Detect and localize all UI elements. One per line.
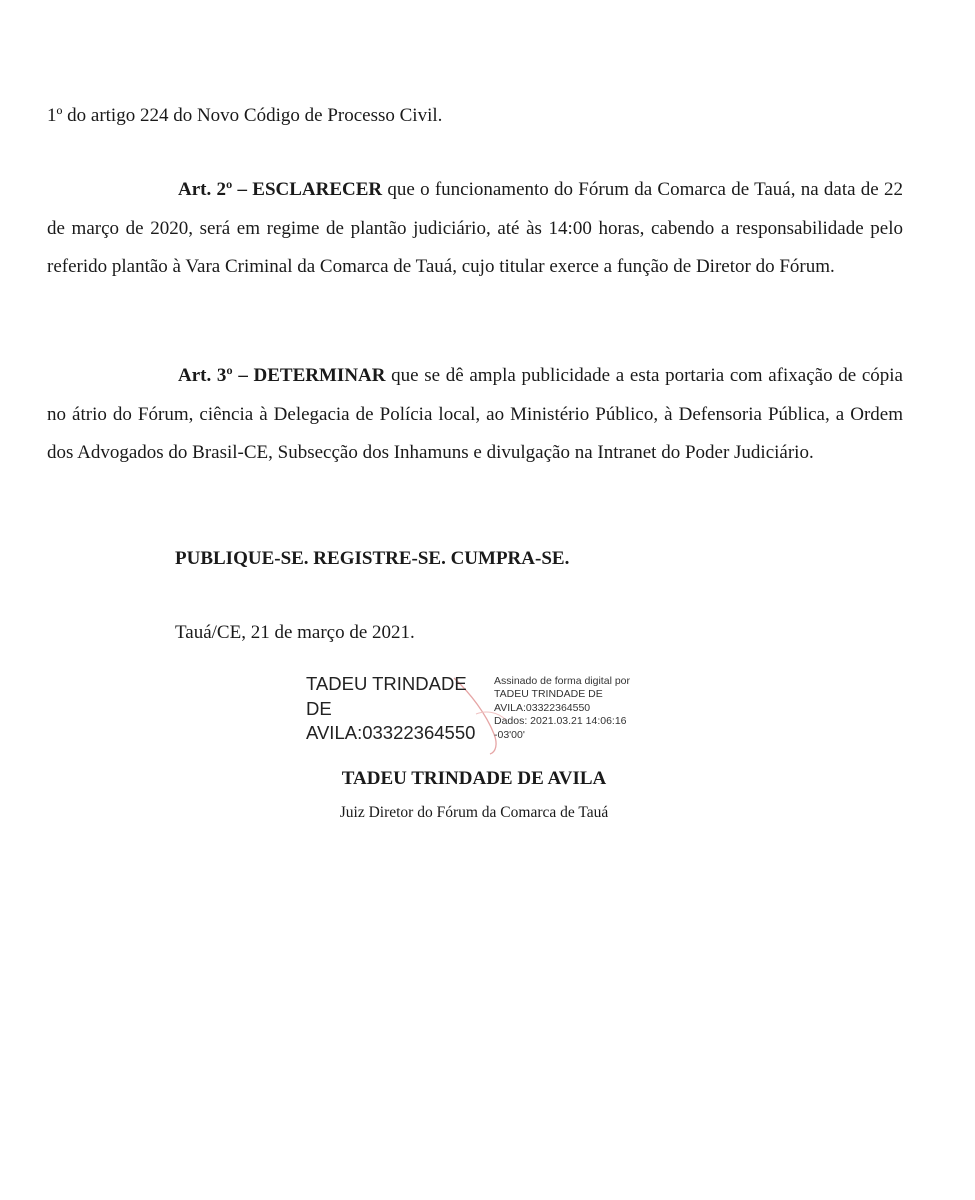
signature-name — [306, 672, 496, 746]
signature-detail-line: -03'00' — [494, 728, 525, 741]
signature-detail-line: AVILA:03322364550 — [494, 701, 591, 714]
article-3-label: Art. 3º – — [178, 365, 254, 386]
signer-name: TADEU TRINDADE DE AVILA — [341, 768, 607, 789]
closing-formula: PUBLIQUE-SE. REGISTRE-SE. CUMPRA-SE. — [175, 548, 570, 569]
article-2-paragraph — [47, 171, 903, 287]
signature-detail-line: Dados: 2021.03.21 14:06:16 — [494, 715, 627, 728]
signature-name-line: AVILA:03322364550 — [306, 722, 476, 743]
article-3-verb: DETERMINAR — [253, 365, 386, 386]
article-2-verb: ESCLARECER — [252, 179, 383, 200]
signer-role: Juiz Diretor do Fórum da Comarca de Tauá — [339, 804, 609, 821]
article-3-text: que se dê ampla publicidade a esta portaria com afixação de cópia no átrio do Fórum, ciência à Delegacia de Polícia local, ao Ministério Público, à Defensoria Pública, a Ordem dos Advogados do Brasil-CE, Subsecção dos Inhamuns e divulgação na Intranet do Poder Judiciário. — [47, 365, 903, 464]
place-date: Tauá/CE, 21 de março de 2021. — [175, 622, 415, 643]
article-3-paragraph — [47, 357, 903, 473]
signature-name-line: DE — [306, 697, 332, 719]
signature-detail-line: Assinado de forma digital por — [494, 675, 630, 687]
continuation-line: 1º do artigo 224 do Novo Código de Processo Civil. — [47, 105, 443, 126]
signature-detail-line: TADEU TRINDADE DE — [494, 688, 603, 701]
digital-signature-block — [306, 672, 666, 762]
article-2-label: Art. 2º – — [178, 179, 253, 200]
article-2-text: que o funcionamento do Fórum da Comarca de Tauá, na data de 22 de março de 2020, será em regime de plantão judiciário, até às 14:00 horas, cabendo a responsabilidade pelo referido plantão à Vara Criminal da Comarca de Tauá, cujo titular exerce a função de Diretor do Fórum. — [47, 179, 903, 278]
signature-details — [494, 675, 674, 742]
signature-name-line: TADEU TRINDADE — [306, 673, 467, 694]
